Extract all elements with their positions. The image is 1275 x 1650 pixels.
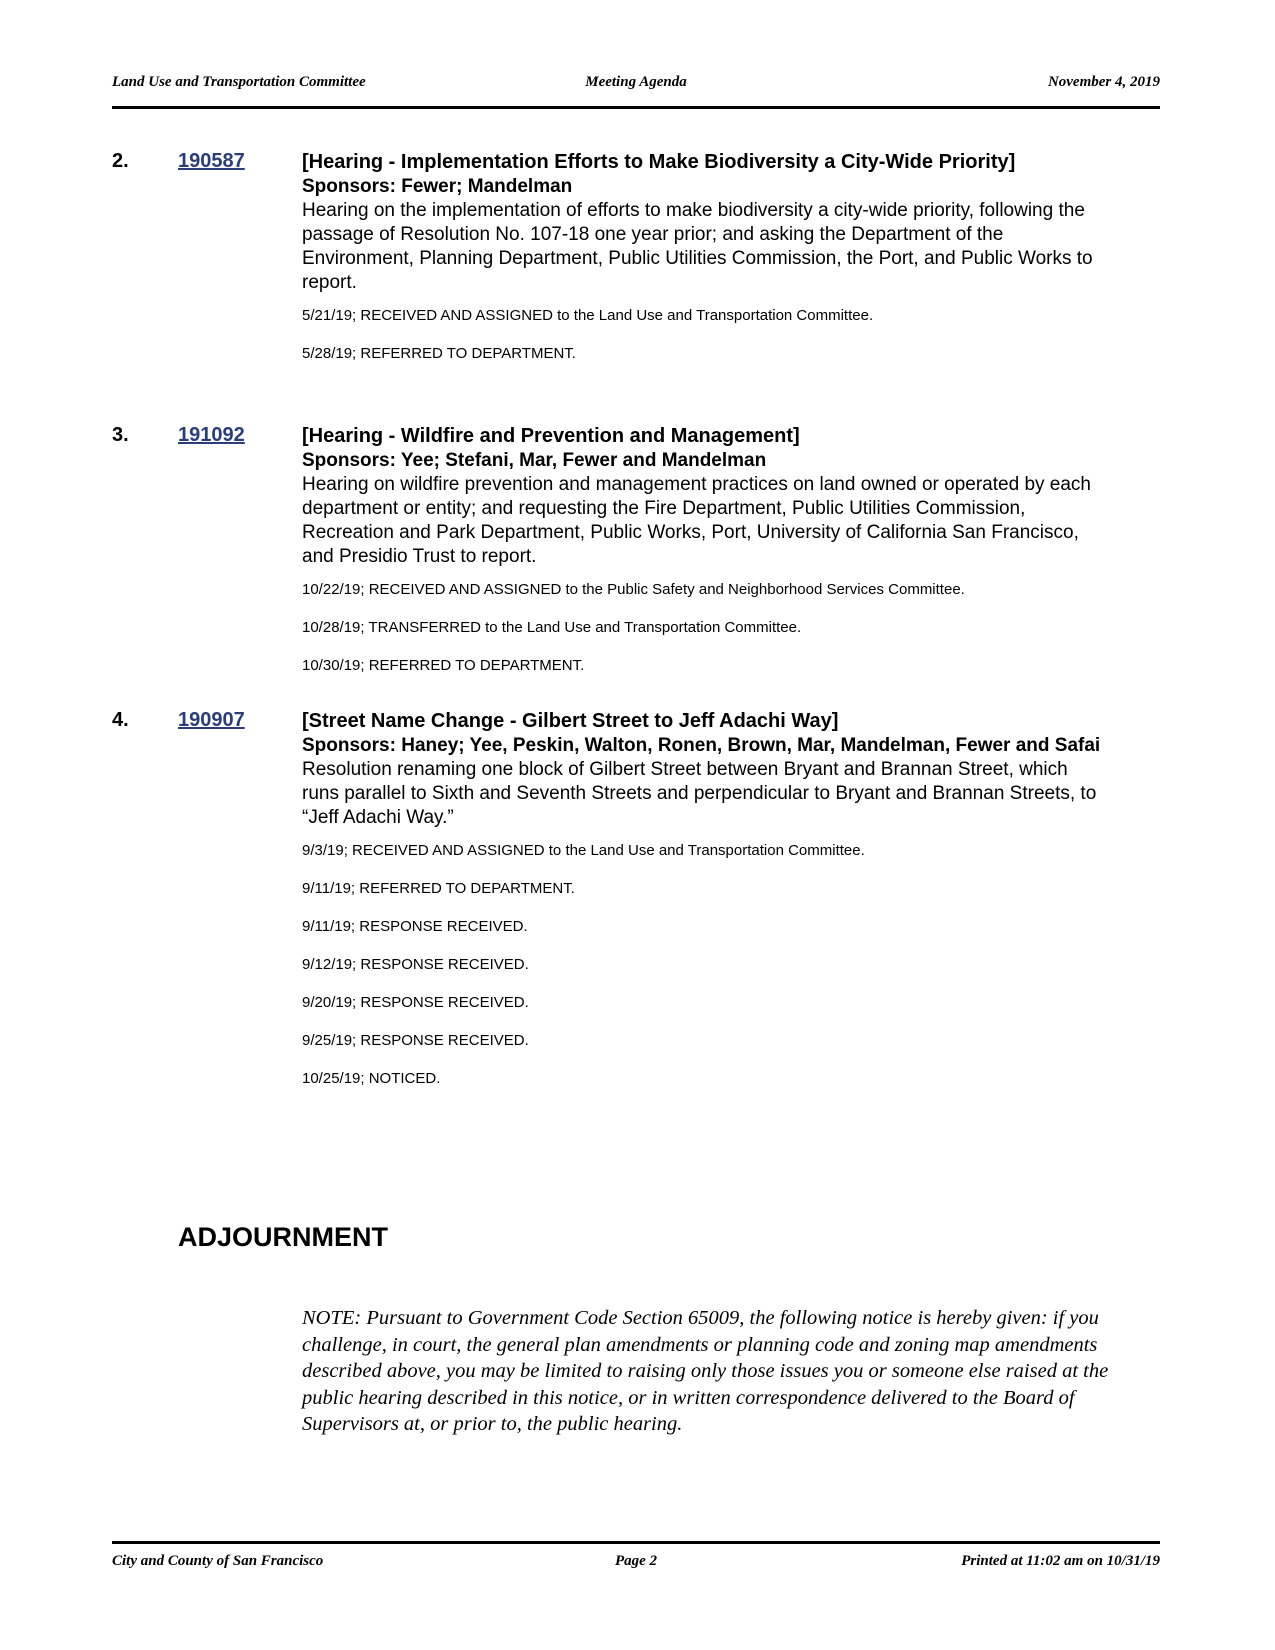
item-number: 2. (112, 150, 129, 172)
action-entry: 5/21/19; RECEIVED AND ASSIGNED to the Land Use and Transportation Committee. (302, 307, 874, 324)
item-description: Resolution renaming one block of Gilbert Street between Bryant and Brannan Street, which runs parallel to Sixth and Seventh Streets and perpendicular to Bryant and Brannan Streets, to “Jeff Adachi Way.” (302, 759, 1097, 828)
item-body (302, 424, 1102, 695)
item-description: Hearing on the implementation of efforts to make biodiversity a city-wide priority, following the passage of Resolution No. 107-18 one year prior; and asking the Department of the Environment, Planning Department, Public Utilities Commission, the Port, and Public Works to report. (302, 200, 1093, 293)
footer-jurisdiction: City and County of San Francisco (112, 1553, 324, 1569)
item-description: Hearing on wildfire prevention and management practices on land owned or operated by each department or entity; and requesting the Fire Department, Public Utilities Commission, Recreation and Park Department, Public Works, Port, University of California San Francisco, and Presidio Trust to report. (302, 474, 1091, 567)
item-sponsors: Sponsors: Fewer; Mandelman (302, 176, 573, 197)
item-body (302, 709, 1102, 1108)
action-entry: 10/25/19; NOTICED. (302, 1070, 441, 1087)
header-doc-type: Meeting Agenda (585, 74, 687, 90)
item-body (302, 150, 1102, 383)
action-entry: 9/25/19; RESPONSE RECEIVED. (302, 1032, 529, 1049)
header-rule (112, 106, 1160, 109)
item-title: [Hearing - Implementation Efforts to Make Biodiversity a City-Wide Priority] (302, 151, 1016, 173)
item-sponsors: Sponsors: Haney; Yee, Peskin, Walton, Ronen, Brown, Mar, Mandelman, Fewer and Safai (302, 735, 1101, 756)
footer-rule (112, 1541, 1160, 1544)
action-entry: 10/28/19; TRANSFERRED to the Land Use and Transportation Committee. (302, 619, 802, 636)
adjournment-heading: ADJOURNMENT (178, 1222, 389, 1252)
action-entry: 9/12/19; RESPONSE RECEIVED. (302, 956, 529, 973)
action-entry: 9/11/19; REFERRED TO DEPARTMENT. (302, 880, 575, 897)
item-title: [Hearing - Wildfire and Prevention and Management] (302, 425, 800, 447)
action-entry: 10/22/19; RECEIVED AND ASSIGNED to the Public Safety and Neighborhood Services Committee. (302, 581, 965, 598)
action-history (302, 307, 1102, 363)
action-entry: 10/30/19; REFERRED TO DEPARTMENT. (302, 657, 585, 674)
item-number: 4. (112, 709, 129, 731)
print-timestamp: Printed at 11:02 am on 10/31/19 (961, 1553, 1160, 1569)
action-entry: 9/20/19; RESPONSE RECEIVED. (302, 994, 529, 1011)
action-entry: 9/3/19; RECEIVED AND ASSIGNED to the Land Use and Transportation Committee. (302, 842, 865, 859)
action-history (302, 842, 1102, 1088)
legal-notice: NOTE: Pursuant to Government Code Section 65009, the following notice is hereby given: if you challenge, in court, the general plan amendments or planning code and zoning map amendments described above, you may be limited to raising only those issues you or someone else raised at the public hearing described in this notice, or in written correspondence delivered to the Board of Supervisors at, or prior to, the public hearing. (302, 1307, 1109, 1435)
action-history (302, 581, 1102, 675)
action-entry: 9/11/19; RESPONSE RECEIVED. (302, 918, 528, 935)
file-number-link[interactable]: 190587 (178, 150, 245, 172)
header-committee: Land Use and Transportation Committee (112, 74, 366, 90)
item-number: 3. (112, 424, 129, 446)
action-entry: 5/28/19; REFERRED TO DEPARTMENT. (302, 345, 576, 362)
item-title: [Street Name Change - Gilbert Street to Jeff Adachi Way] (302, 710, 839, 732)
header-date: November 4, 2019 (1047, 74, 1160, 90)
item-sponsors: Sponsors: Yee; Stefani, Mar, Fewer and Mandelman (302, 450, 767, 471)
page-number: Page 2 (614, 1553, 658, 1569)
file-number-link[interactable]: 191092 (178, 424, 245, 446)
file-number-link[interactable]: 190907 (178, 709, 245, 731)
